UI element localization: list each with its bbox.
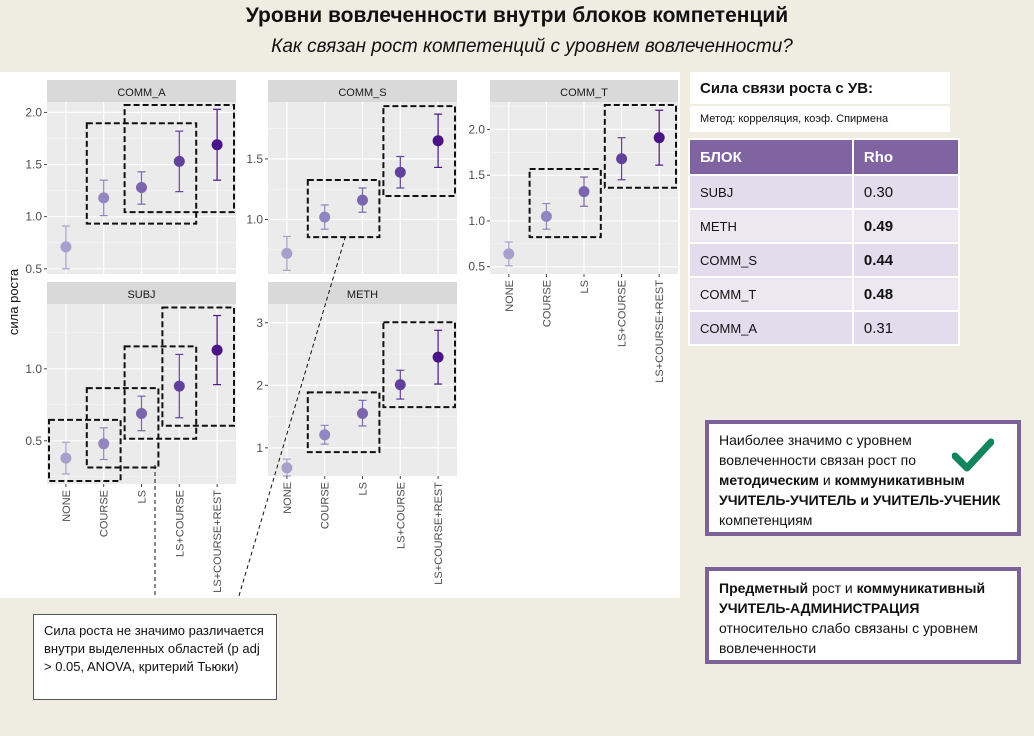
cell-block: COMM_S	[689, 243, 853, 277]
panel-comm_t	[468, 80, 678, 383]
callout-bold: коммуникативный УЧИТЕЛЬ-АДМИНИСТРАЦИЯ	[719, 580, 986, 616]
panel-title: METH	[346, 289, 379, 301]
x-tick-label: LS	[579, 280, 591, 294]
panel-comm_s	[246, 80, 457, 274]
mean-point	[579, 186, 590, 197]
callout-text: относительно слабо связаны с уровнем вовлеченности	[719, 620, 978, 656]
x-tick-label: LS+COURSE	[395, 482, 408, 549]
table-row	[689, 175, 959, 209]
mean-point	[174, 156, 185, 167]
y-tick-label: 1.0	[25, 361, 42, 376]
x-tick-label: NONE	[281, 482, 294, 514]
x-tick-label: LS+COURSE	[174, 490, 187, 557]
mean-point	[319, 212, 330, 223]
table-row	[689, 311, 959, 345]
info-header: Сила связи роста с УВ:	[690, 72, 950, 104]
y-tick-label: 1.5	[25, 157, 42, 172]
table-row	[689, 243, 959, 277]
mean-point	[541, 211, 552, 222]
callout-text: рост и	[808, 580, 857, 596]
panel-meth	[256, 282, 457, 585]
y-tick-label: 1.5	[468, 168, 485, 183]
cell-block: METH	[689, 209, 853, 243]
mean-point	[212, 345, 223, 356]
y-tick-label: 0.5	[25, 261, 42, 276]
cell-rho: 0.31	[853, 311, 959, 345]
mean-point	[433, 352, 444, 363]
callout-text: компетенциям	[719, 512, 813, 528]
checkmark-icon	[952, 437, 994, 473]
callout-text: и	[818, 472, 835, 488]
y-tick-label: 1.0	[246, 212, 263, 227]
table-row	[689, 277, 959, 311]
x-tick-label: LS	[136, 490, 149, 504]
y-tick-label: 2.0	[25, 105, 42, 120]
cell-rho: 0.49	[853, 209, 959, 243]
conclusion-weak	[705, 567, 1021, 664]
cell-rho: 0.48	[853, 277, 959, 311]
rho-table	[688, 138, 960, 346]
panel-title: SUBJ	[127, 289, 156, 301]
panel-title: COMM_T	[560, 87, 608, 99]
mean-point	[357, 195, 368, 206]
mean-point	[60, 241, 71, 252]
mean-point	[212, 139, 223, 150]
panel-title: COMM_A	[117, 87, 166, 99]
callout-bold: коммуникативным УЧИТЕЛЬ-УЧИТЕЛЬ и УЧИТЕЛЬ-УЧЕНИК	[719, 472, 1001, 508]
mean-point	[616, 153, 627, 164]
y-axis-label: сила роста	[6, 268, 21, 336]
x-tick-label: COURSE	[319, 482, 332, 530]
mean-point	[433, 135, 444, 146]
x-tick-label: LS	[357, 482, 370, 496]
mean-point	[503, 248, 514, 259]
header-block: БЛОК	[689, 139, 853, 175]
panel-comm_a	[25, 80, 236, 276]
mean-point	[281, 248, 292, 259]
panel-title: COMM_S	[338, 87, 387, 99]
cell-rho: 0.30	[853, 175, 959, 209]
cell-block: SUBJ	[689, 175, 853, 209]
cell-block: COMM_A	[689, 311, 853, 345]
table-header-row	[689, 139, 959, 175]
table-row	[689, 209, 959, 243]
mean-point	[136, 182, 147, 193]
y-tick-label: 2.0	[468, 122, 485, 137]
x-tick-label: LS+COURSE	[616, 280, 629, 347]
x-tick-label: NONE	[503, 280, 516, 312]
callout-bold: методическим	[719, 472, 819, 488]
page-subtitle: Как связан рост компетенций с уровнем вовлеченности?	[271, 36, 793, 57]
mean-point	[98, 192, 109, 203]
mean-point	[60, 453, 71, 464]
mean-point	[654, 132, 665, 143]
significance-note: Сила роста не значимо различается внутри выделенных областей (p adj > 0.05, ANOVA, критерий Тьюки)	[33, 614, 277, 700]
mean-point	[98, 438, 109, 449]
faceted-chart	[0, 72, 680, 598]
x-tick-label: COURSE	[98, 490, 111, 538]
mean-point	[357, 408, 368, 419]
mean-point	[281, 462, 292, 473]
header-rho: Rho	[853, 139, 959, 175]
y-tick-label: 2	[256, 378, 263, 393]
mean-point	[174, 381, 185, 392]
callout-text: Наиболее значимо с уровнем вовлеченности связан рост по	[719, 432, 917, 468]
x-tick-label: COURSE	[541, 280, 554, 328]
x-tick-label: LS+COURSE+REST	[212, 490, 225, 593]
info-method: Метод: корреляция, коэф. Спирмена	[690, 106, 950, 132]
mean-point	[395, 167, 406, 178]
y-tick-label: 1	[256, 440, 263, 455]
y-tick-label: 3	[256, 315, 263, 330]
page-title: Уровни вовлеченности внутри блоков компетенций	[245, 4, 789, 27]
x-tick-label: LS+COURSE+REST	[433, 481, 446, 585]
cell-block: COMM_T	[689, 277, 853, 311]
mean-point	[136, 408, 147, 419]
y-tick-label: 1.0	[25, 209, 42, 224]
y-tick-label: 1.5	[246, 151, 263, 166]
x-tick-label: NONE	[60, 490, 73, 522]
y-tick-label: 1.0	[468, 213, 485, 228]
y-tick-label: 0.5	[468, 259, 485, 274]
mean-point	[395, 379, 406, 390]
cell-rho: 0.44	[853, 243, 959, 277]
panel-subj	[25, 282, 236, 593]
callout-bold: Предметный	[719, 580, 809, 596]
mean-point	[319, 429, 330, 440]
x-tick-label: LS+COURSE+REST	[654, 280, 667, 383]
y-tick-label: 0.5	[25, 433, 42, 448]
